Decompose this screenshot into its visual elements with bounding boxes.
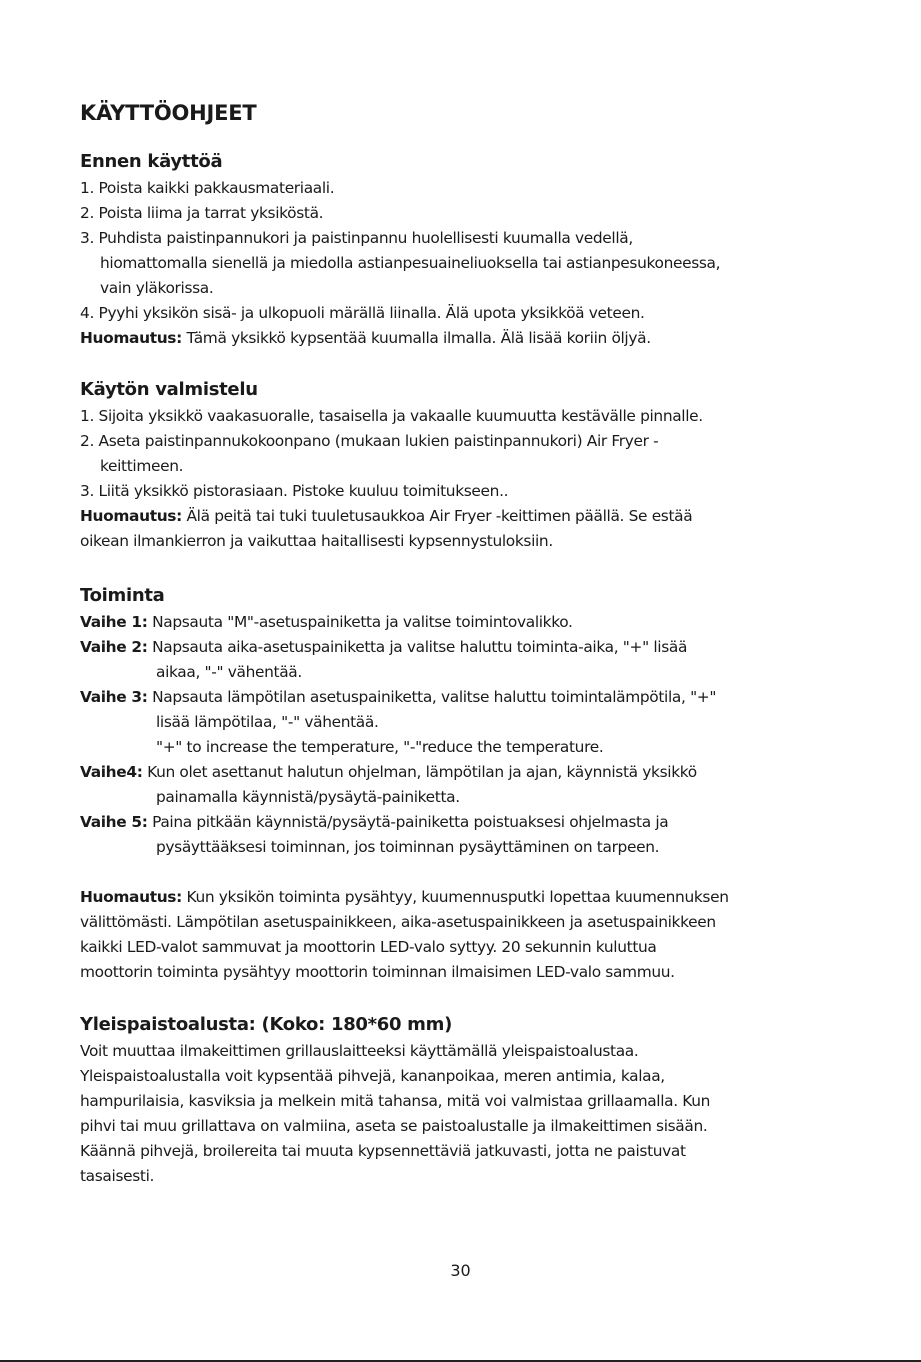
list-item-continuation: hiomattomalla sienellä ja miedolla astianpesuaineliuoksella tai astianpesukoneessa, [100,254,721,272]
step-label: Vaihe 5: [80,813,148,831]
step-text: Napsauta "M"-asetuspainiketta ja valitse toimintovalikko. [147,613,573,631]
note [80,326,860,351]
prep-section [80,376,860,554]
note-continuation: oikean ilmankierron ja vaikuttaa haitallisesti kypsennystuloksiin. [80,532,553,550]
list-item: 2. Poista liima ja tarrat yksiköstä. [80,204,324,222]
note-label: Huomautus: [80,507,182,525]
step-text: Paina pitkään käynnistä/pysäytä-painiketta poistuaksesi ohjelmasta ja [147,813,669,831]
note-continuation: kaikki LED-valot sammuvat ja moottorin LED-valo syttyy. 20 sekunnin kuluttua [80,938,657,956]
paragraph-line: hampurilaisia, kasviksia ja melkein mitä tahansa, mitä voi valmistaa grillaamalla. Kun [80,1092,711,1110]
operation-note [80,885,860,985]
step-label: Vaihe 2: [80,638,148,656]
step-text: Napsauta lämpötilan asetuspainiketta, valitse haluttu toimintalämpötila, "+" [147,688,717,706]
note-continuation: välittömästi. Lämpötilan asetuspainikkeen, aika-asetuspainikkeen ja asetuspainikkeen [80,913,716,931]
step-label: Vaihe 3: [80,688,148,706]
note [80,885,860,910]
list-item: 3. Liitä yksikkö pistorasiaan. Pistoke kuuluu toimitukseen.. [80,482,509,500]
step-1 [80,610,860,635]
step-continuation: "+" to increase the temperature, "-"reduce the temperature. [156,738,604,756]
paragraph-line: pihvi tai muu grillattava on valmiina, aseta se paistoalustalle ja ilmakeittimen sisään. [80,1117,708,1135]
step-continuation: pysäyttääksesi toiminnan, jos toiminnan pysäyttäminen on tarpeen. [156,838,660,856]
note-text: Kun yksikön toiminta pysähtyy, kuumennusputki lopettaa kuumennuksen [181,888,729,906]
step-continuation: lisää lämpötilaa, "-" vähentää. [156,713,379,731]
list-item: 1. Poista kaikki pakkausmateriaali. [80,179,335,197]
page-number: 30 [450,1261,471,1280]
list-item: 1. Sijoita yksikkö vaakasuoralle, tasaisella ja vakaalle kuumuutta kestävälle pinnalle. [80,407,703,425]
tray-section [80,1011,860,1189]
operation-heading: Toiminta [80,585,165,606]
page-title: KÄYTTÖOHJEET [80,101,257,125]
step-label: Vaihe 1: [80,613,148,631]
tray-heading: Yleispaistoalusta: (Koko: 180*60 mm) [80,1014,453,1035]
before-use-section [80,148,860,351]
list-item-continuation: keittimeen. [100,457,184,475]
step-continuation: painamalla käynnistä/pysäytä-painiketta. [156,788,460,806]
step-5 [80,810,860,835]
paragraph-line: Voit muuttaa ilmakeittimen grillauslaitteeksi käyttämällä yleispaistoalustaa. [80,1042,639,1060]
list-item: 2. Aseta paistinpannukokoonpano (mukaan lukien paistinpannukori) Air Fryer - [80,432,659,450]
paragraph-line: Yleispaistoalustalla voit kypsentää pihvejä, kananpoikaa, meren antimia, kalaa, [80,1067,665,1085]
step-4 [80,760,860,785]
before-use-heading: Ennen käyttöä [80,151,223,172]
list-item-continuation: vain yläkorissa. [100,279,214,297]
step-label: Vaihe4: [80,763,143,781]
paragraph-line: Käännä pihvejä, broilereita tai muuta kypsennettäviä jatkuvasti, jotta ne paistuvat [80,1142,686,1160]
note-text: Älä peitä tai tuki tuuletusaukkoa Air Fryer -keittimen päällä. Se estää [181,507,693,525]
note-text: Tämä yksikkö kypsentää kuumalla ilmalla. Älä lisää koriin öljyä. [181,329,651,347]
note-continuation: moottorin toiminta pysähtyy moottorin toiminnan ilmaisimen LED-valo sammuu. [80,963,675,981]
list-item: 4. Pyyhi yksikön sisä- ja ulkopuoli märällä liinalla. Älä upota yksikköä veteen. [80,304,645,322]
step-text: Kun olet asettanut halutun ohjelman, lämpötilan ja ajan, käynnistä yksikkö [142,763,697,781]
note [80,504,860,529]
note-label: Huomautus: [80,888,182,906]
prep-heading: Käytön valmistelu [80,379,258,400]
paragraph-line: tasaisesti. [80,1167,155,1185]
step-continuation: aikaa, "-" vähentää. [156,663,302,681]
operation-section [80,582,860,860]
step-text: Napsauta aika-asetuspainiketta ja valitse haluttu toiminta-aika, "+" lisää [147,638,688,656]
step-3 [80,685,860,710]
list-item: 3. Puhdista paistinpannukori ja paistinpannu huolellisesti kuumalla vedellä, [80,229,633,247]
note-label: Huomautus: [80,329,182,347]
step-2 [80,635,860,660]
